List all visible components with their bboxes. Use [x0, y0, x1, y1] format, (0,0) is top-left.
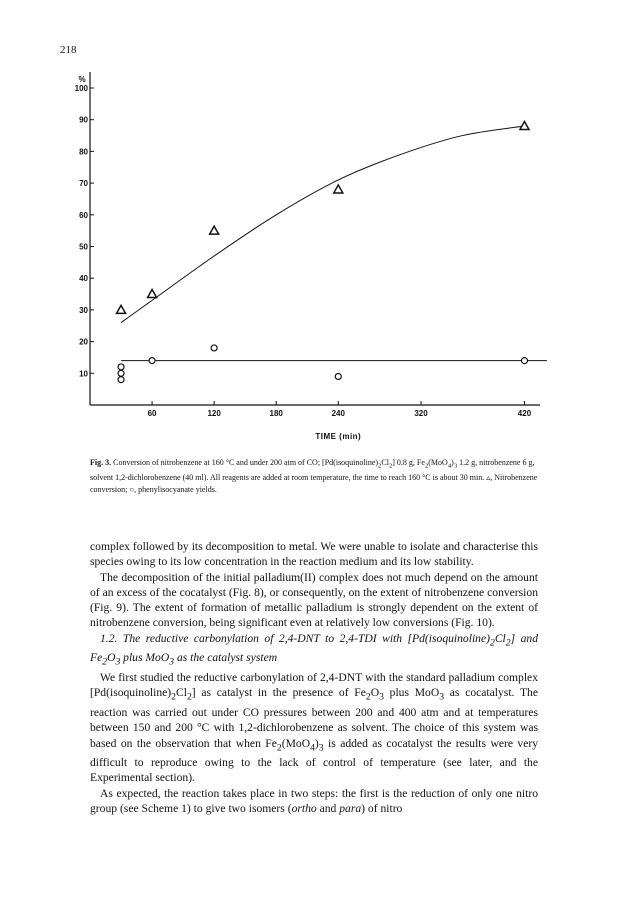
x-axis-label: TIME (min): [315, 432, 362, 441]
heading-text: as the catalyst system: [174, 651, 278, 665]
page-number: 218: [60, 44, 77, 56]
paragraph-text: as cocatalyst. The reaction was carried out under CO pressures between 200 and 400 atm and at temperatures between 150 and 200 °C with 1,2-dichlorobenzene as solvent. The choice of this system was based on the observation that when Fe: [90, 686, 538, 750]
circle-marker: [118, 364, 124, 370]
figure-caption: [90, 457, 538, 495]
y-tick-label: 100: [74, 84, 88, 93]
caption-subscript: 4: [447, 462, 452, 470]
chart-ticks: [75, 84, 532, 418]
paragraph-text: ): [314, 736, 319, 750]
circle-marker: [149, 358, 155, 364]
paragraph-text: and: [316, 802, 340, 815]
y-tick-label: 20: [79, 337, 88, 347]
caption-text: ): [451, 458, 454, 467]
triangle-marker: [210, 226, 219, 234]
chart-marks: [117, 122, 529, 383]
x-tick-label: 420: [517, 409, 532, 418]
nitrobenzene-conversion-curve: [121, 126, 524, 323]
paragraph-text: plus MoO: [383, 686, 440, 700]
heading-text: O: [107, 651, 116, 665]
paragraph-2: The decomposition of the initial palladium(II) complex does not much depend on the amount of an excess of the cocatalyst (Fig. 8), or consequently, on the extent of nitrobenzene conversion (Fig. 9). The extent of formation of metallic palladium is strongly dependent on the extent of nitrobenzene conversion, being significant even at relatively low conversions (Fig. 10).: [90, 570, 538, 630]
paragraph-text: We first studied the reductive carbonylation of 2,4-DNT with the standard palladium complex [Pd(isoquinoline): [90, 671, 538, 700]
paragraph-subscript: 2: [276, 741, 282, 753]
paragraph-4: [90, 786, 538, 817]
caption-text: , Nitrobenzene conversion;: [90, 473, 538, 494]
circle-symbol-icon: ○: [129, 484, 135, 494]
triangle-symbol-icon: ▵: [486, 473, 491, 483]
x-tick-label: 240: [331, 409, 345, 418]
y-tick-label: 70: [79, 179, 88, 189]
heading-subscript: 2: [489, 637, 495, 649]
heading-subscript: 2: [102, 656, 108, 668]
caption-text: Cl: [381, 458, 389, 467]
paragraph-subscript: 4: [310, 741, 315, 753]
circle-marker: [521, 358, 527, 364]
heading-subscript: 3: [169, 656, 175, 668]
paragraph-subscript: 2: [186, 691, 192, 703]
paragraph-text: is added as cocatalyst the results were very difficult to reproduce owing to the lack of control of temperature (see later, and the Experimental section).: [90, 736, 539, 785]
y-axis-label: %: [78, 75, 86, 84]
figure-label: Fig. 3.: [90, 458, 112, 467]
caption-subscript: 2: [378, 462, 382, 470]
paragraph-text: Cl: [175, 686, 187, 700]
x-tick-label: 60: [147, 409, 157, 418]
y-tick-label: 50: [79, 242, 88, 252]
caption-subscript: 2: [388, 462, 393, 470]
paragraph-italic: para: [339, 802, 362, 815]
heading-subscript: 3: [115, 656, 121, 668]
caption-text: , phenylisocyanate yields.: [134, 484, 217, 494]
heading-subscript: 2: [505, 637, 511, 649]
caption-text: Conversion of nitrobenzene at 160 °C and under 200 atm of CO; [Pd(isoquinoline): [113, 458, 379, 467]
x-tick-label: 120: [207, 409, 221, 418]
x-tick-label: 180: [269, 409, 283, 418]
paragraph-italic: ortho: [291, 802, 317, 815]
paragraph-text: ] as catalyst in the presence of Fe: [191, 686, 366, 700]
body-text: [90, 539, 538, 816]
x-tick-label: 320: [414, 409, 428, 418]
triangle-marker: [148, 290, 157, 298]
y-tick-label: 60: [79, 210, 88, 220]
paragraph-subscript: 3: [439, 691, 445, 703]
paragraph-text: As expected, the reaction takes place in two steps: the first is the reduction of only one nitro group (see Scheme 1) to give two isomers (: [90, 786, 538, 815]
section-heading: [90, 631, 538, 670]
chart-axes: [90, 72, 540, 405]
y-tick-label: 80: [79, 147, 88, 157]
caption-text: ] 0.8 g, Fe: [392, 458, 425, 467]
y-tick-label: 30: [79, 305, 88, 315]
paragraph-subscript: 3: [379, 691, 384, 703]
circle-marker: [118, 377, 124, 383]
paragraph-1: complex followed by its decomposition to metal. We were unable to isolate and characterise this species owing to its low concentration in the reaction medium and its low stability.: [90, 540, 538, 569]
y-tick-label: 90: [79, 115, 88, 125]
caption-text: (MoO: [428, 458, 448, 467]
heading-text: plus MoO: [120, 651, 170, 665]
circle-marker: [335, 373, 341, 379]
paragraph-text: (MoO: [281, 736, 311, 750]
chart-curves: [121, 126, 546, 361]
paragraph-text: O: [370, 686, 380, 700]
paragraph-subscript: 2: [171, 691, 176, 703]
figure-3-chart: [0, 0, 624, 450]
triangle-marker: [334, 185, 343, 193]
paragraph-subscript: 3: [318, 741, 324, 753]
y-tick-label: 40: [79, 274, 88, 284]
circle-marker: [211, 345, 217, 351]
caption-text: 1.2 g, nitrobenzene 6 g, solvent 1,2-dichlorobenzene (40 ml). All reagents are added at room temperature, the time to reach 160 °C is about 30 min.: [90, 458, 535, 483]
paragraph-subscript: 2: [365, 691, 371, 703]
y-tick-label: 10: [79, 369, 88, 379]
heading-text: 1.2. The reductive carbonylation of 2,4-DNT to 2,4-TDI with [Pd(isoquinoline): [100, 631, 490, 645]
circle-marker: [118, 370, 124, 376]
caption-subscript: 3: [453, 462, 458, 470]
caption-subscript: 2: [424, 462, 429, 470]
triangle-marker: [117, 305, 126, 313]
heading-text: Cl: [494, 631, 506, 645]
paragraph-3: [90, 670, 538, 786]
heading-text: ] and Fe: [90, 631, 538, 665]
paragraph-text: ) of nitro: [361, 802, 403, 815]
triangle-marker: [520, 122, 529, 130]
